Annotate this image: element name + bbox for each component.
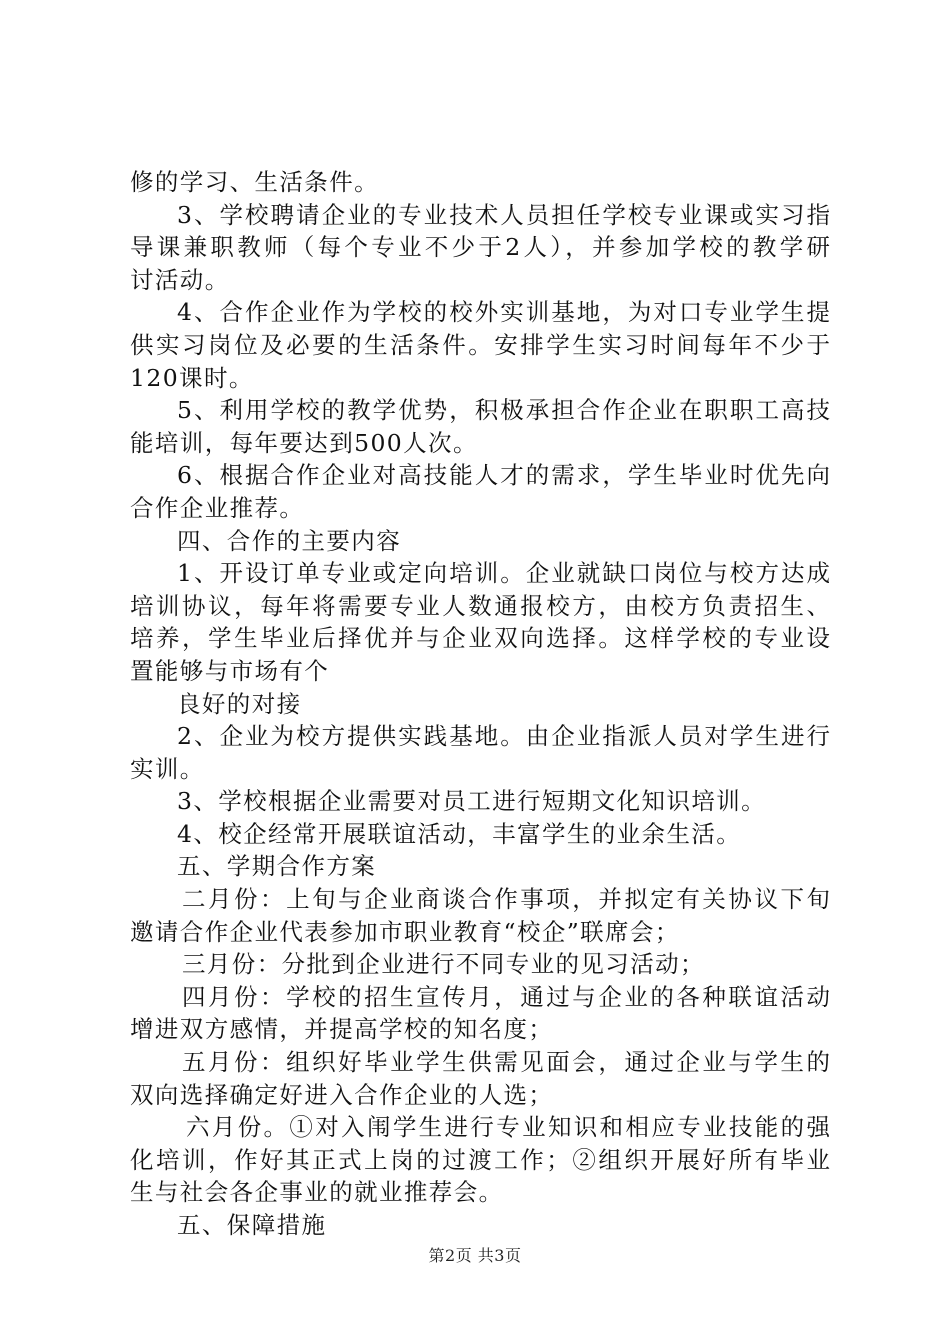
paragraph-line: 五月份：组织好毕业学生供需见面会，通过企业与学生的 [182, 1048, 830, 1077]
paragraph-line: 邀请合作企业代表参加市职业教育“校企”联席会； [130, 917, 680, 946]
paragraph-line: 双向选择确定好进入合作企业的人选； [130, 1080, 554, 1109]
paragraph-line: 化培训，作好其正式上岗的过渡工作；②组织开展好所有毕业 [130, 1145, 830, 1174]
paragraph-line: 4、合作企业作为学校的校外实训基地，为对口专业学生提 [177, 298, 830, 327]
paragraph-line: 培训协议，每年将需要专业人数通报校方，由校方负责招生、 [130, 591, 830, 620]
page-number: 第2页 共3页 [428, 1246, 522, 1265]
paragraph-line: 置能够与市场有个 [130, 656, 330, 685]
paragraph-line: 二月份：上旬与企业商谈合作事项，并拟定有关协议下旬 [182, 885, 830, 914]
section-heading: 五、学期合作方案 [177, 852, 377, 881]
paragraph-line: 1、开设订单专业或定向培训。企业就缺口岗位与校方达成 [177, 559, 830, 588]
paragraph-line: 120课时。 [130, 363, 254, 392]
paragraph-line: 四月份：学校的招生宣传月，通过与企业的各种联谊活动 [182, 982, 830, 1011]
paragraph-line: 供实习岗位及必要的生活条件。安排学生实习时间每年不少于 [130, 330, 830, 359]
paragraph-line: 2、企业为校方提供实践基地。由企业指派人员对学生进行 [177, 722, 830, 751]
paragraph-line: 5、利用学校的教学优势，积极承担合作企业在职职工高技 [177, 396, 830, 425]
paragraph-line: 增进双方感情，并提高学校的知名度； [130, 1015, 554, 1044]
paragraph-line: 培养，学生毕业后择优并与企业双向选择。这样学校的专业设 [130, 624, 830, 653]
paragraph-line: 实训。 [130, 754, 205, 783]
paragraph-line: 合作企业推荐。 [130, 493, 305, 522]
paragraph-line: 3、学校聘请企业的专业技术人员担任学校专业课或实习指 [177, 200, 830, 229]
paragraph-line: 能培训，每年要达到500人次。 [130, 428, 478, 457]
paragraph-line: 三月份：分批到企业进行不同专业的见习活动； [182, 950, 705, 979]
paragraph-line: 良好的对接 [177, 689, 302, 718]
paragraph-line: 生与社会各企事业的就业推荐会。 [130, 1178, 504, 1207]
paragraph-line: 4、校企经常开展联谊活动，丰富学生的业余生活。 [177, 819, 742, 848]
paragraph-line: 导课兼职教师（每个专业不少于2人），并参加学校的教学研 [130, 233, 830, 262]
paragraph-line: 讨活动。 [130, 265, 230, 294]
section-heading: 五、保障措施 [177, 1211, 327, 1239]
paragraph-line: 3、学校根据企业需要对员工进行短期文化知识培训。 [177, 787, 767, 816]
paragraph-line: 六月份。①对入闱学生进行专业知识和相应专业技能的强 [186, 1113, 830, 1142]
paragraph-line: 修的学习、生活条件。 [130, 168, 379, 196]
paragraph-line: 6、根据合作企业对高技能人才的需求，学生毕业时优先向 [177, 461, 830, 490]
section-heading: 四、合作的主要内容 [177, 526, 402, 555]
document-body [130, 166, 830, 1242]
